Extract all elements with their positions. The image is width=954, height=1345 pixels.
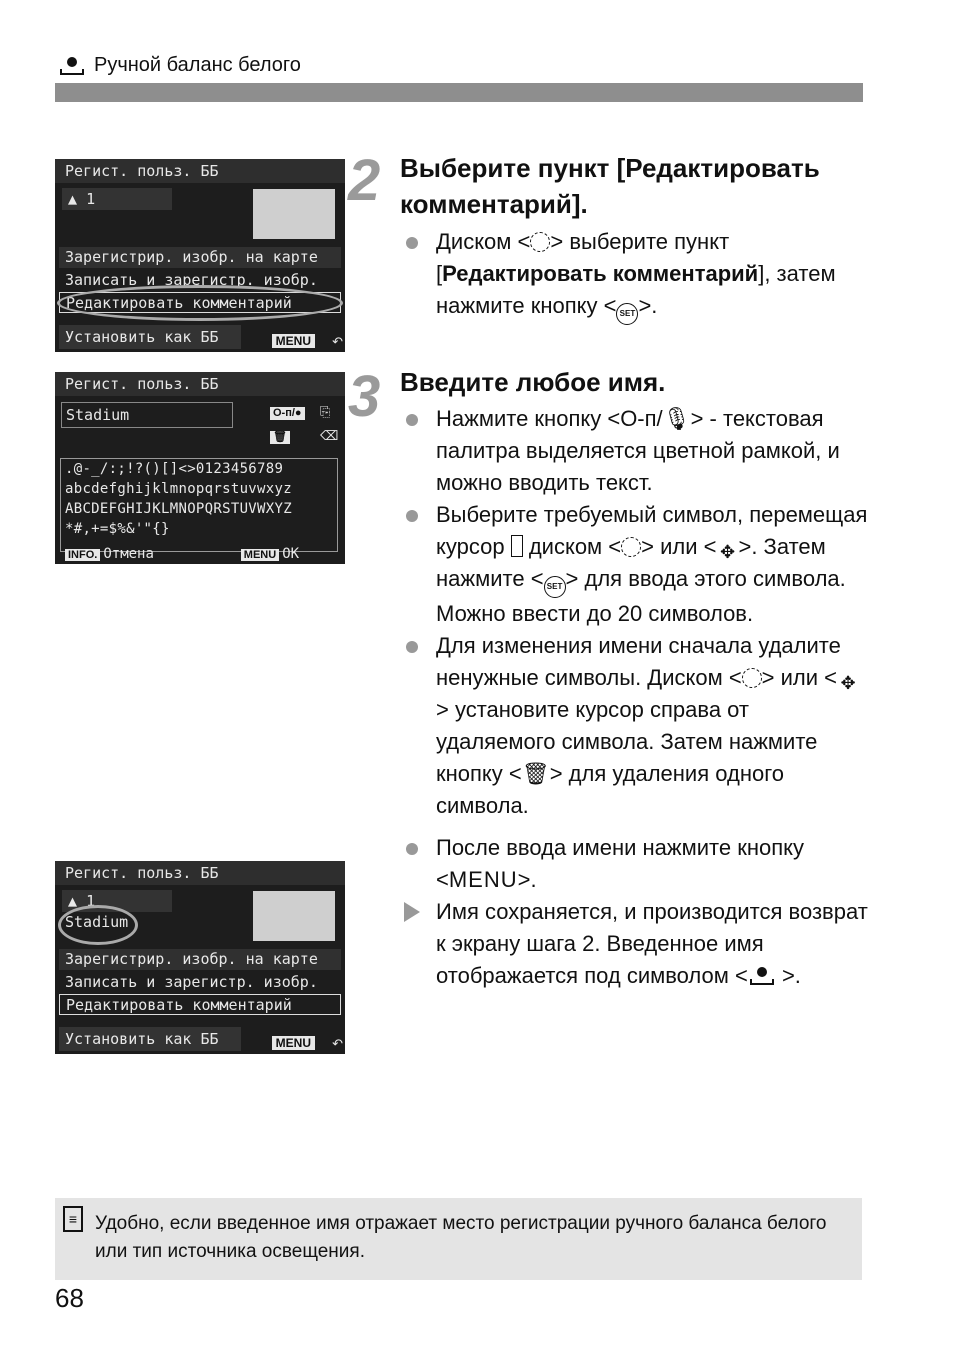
card-icon: ⎘ <box>320 405 331 420</box>
menu-row: Записать и зарегистр. изобр. <box>65 973 318 991</box>
bullet-item <box>400 403 870 499</box>
note-icon: ≡ <box>63 1206 83 1232</box>
palette-row: *#,+=$%&'"{} <box>65 521 170 537</box>
multi-controller-icon: ✥ <box>719 542 736 562</box>
header-bar <box>55 83 863 102</box>
bullet-item <box>400 499 870 630</box>
note-text: Удобно, если введенное имя отражает место регистрации ручного баланса белого или тип источника освещения. <box>95 1213 827 1262</box>
set-button-icon: SET <box>616 303 638 325</box>
menu-row: Зарегистрир. изобр. на карте <box>59 247 341 268</box>
camera-screen-select <box>55 159 345 352</box>
dial-icon <box>530 232 550 252</box>
text: > или < <box>761 665 838 690</box>
text: > выберите пункт [ <box>436 229 730 286</box>
step2-bullets <box>400 226 870 325</box>
saved-name: Stadium <box>65 913 129 931</box>
step-number: 2 <box>348 148 381 213</box>
custom-wb-icon <box>58 57 86 75</box>
text: > или < <box>641 534 717 559</box>
header-title: Ручной баланс белого <box>94 54 301 76</box>
text: Для изменения имени сначала удалите ненужные символы. Диском < <box>436 633 841 690</box>
text: Выберите требуемый символ, перемещая курсор <box>436 502 868 559</box>
trash-key-icon: 🗑 <box>270 431 290 444</box>
page-header <box>58 54 301 77</box>
text: ], затем нажмите кнопку < <box>436 261 836 318</box>
palette-row: .@-_/:;!?()[]<>0123456789 <box>65 461 284 477</box>
palette-row: abcdefghijklmnopqrstuvwxyz <box>65 481 292 497</box>
step-title: Введите любое имя. <box>400 367 666 397</box>
wb-preview <box>253 891 335 941</box>
text: Имя сохраняется, и производится возврат к экрану шага 2. Введенное имя отображается под символом < <box>436 899 868 988</box>
menu-key: MENU <box>272 334 315 348</box>
screen-title: Регист. польз. ББ <box>55 861 345 885</box>
cancel-label: Отмена <box>103 546 154 562</box>
set-button-icon: SET <box>544 576 566 598</box>
custom-wb-icon: ▲ <box>68 190 78 208</box>
ok-label: OK <box>282 546 300 562</box>
return-icon: ↶ <box>332 1037 343 1052</box>
step-number: 3 <box>348 364 381 429</box>
text-palette <box>60 458 338 552</box>
menu-button-label: MENU <box>448 867 518 892</box>
wb-slot-label: 1 <box>86 892 96 910</box>
multi-controller-icon: ✥ <box>840 673 856 693</box>
set-as-wb-row: Установить как ББ <box>59 1027 241 1051</box>
bullet-item <box>400 832 870 896</box>
menu-row-selected: Редактировать комментарий <box>59 994 341 1015</box>
highlight-oval <box>57 285 343 321</box>
palette-row: ABCDEFGHIJKLMNOPQRSTUVWXYZ <box>65 501 292 517</box>
protect-voice-key-icon: О-п/🎙 <box>620 406 691 431</box>
wb-slot <box>62 188 172 210</box>
text: Нажмите кнопку < <box>436 406 621 431</box>
text: > - текстовая палитра выделяется цветной рамкой, и можно вводить текст. <box>436 406 840 495</box>
bullet-item <box>400 630 870 822</box>
custom-wb-icon <box>748 967 776 985</box>
dial-icon <box>742 668 762 688</box>
screen-title: Регист. польз. ББ <box>55 159 345 183</box>
text: > для удаления одного символа. <box>436 761 784 818</box>
menu-item-name: Редактировать комментарий <box>442 261 759 286</box>
text: >. <box>517 867 537 892</box>
menu-key: MENU <box>272 1036 315 1050</box>
step3-bullets <box>400 403 870 992</box>
info-key: INFO. <box>65 549 100 561</box>
text: >. <box>775 963 801 988</box>
page-number: 68 <box>55 1283 84 1313</box>
cursor-icon <box>511 535 523 557</box>
name-input-field: Stadium <box>61 402 233 428</box>
menu-row-selected: Редактировать комментарий <box>59 292 341 313</box>
text: >. <box>638 293 658 318</box>
step-title: Выберите пункт [Редактировать комментарий]. <box>400 153 820 219</box>
key-protect-icon: О-п/● <box>270 407 305 420</box>
bullet-item <box>400 226 870 325</box>
trash-icon: 🗑 <box>521 761 550 786</box>
note-box <box>55 1198 862 1280</box>
result-item <box>400 896 870 992</box>
delete-icon: ⌫ <box>320 429 339 444</box>
camera-screen-palette <box>55 372 345 564</box>
set-as-wb-row: Установить как ББ <box>59 325 241 349</box>
wb-preview <box>253 189 335 239</box>
text: > для ввода этого символа. Можно ввести до 20 символов. <box>436 566 846 626</box>
text: > установите курсор справа от удаляемого символа. Затем нажмите кнопку < <box>436 697 818 786</box>
text: диском < <box>522 534 622 559</box>
screen-title: Регист. польз. ББ <box>55 372 345 396</box>
text: После ввода имени нажмите кнопку < <box>436 835 804 892</box>
camera-screen-result <box>55 861 345 1054</box>
custom-wb-icon: ▲ <box>68 892 78 910</box>
menu-key: MENU <box>241 549 279 561</box>
dial-icon <box>621 537 641 557</box>
menu-row: Записать и зарегистр. изобр. <box>65 271 318 289</box>
return-icon: ↶ <box>332 335 343 350</box>
text: Диском < <box>436 229 531 254</box>
highlight-oval <box>58 905 138 945</box>
bottom-hints <box>65 546 299 562</box>
menu-row: Зарегистрир. изобр. на карте <box>59 949 341 970</box>
text: >. Затем нажмите < <box>436 534 826 591</box>
wb-slot-label: 1 <box>86 190 96 208</box>
